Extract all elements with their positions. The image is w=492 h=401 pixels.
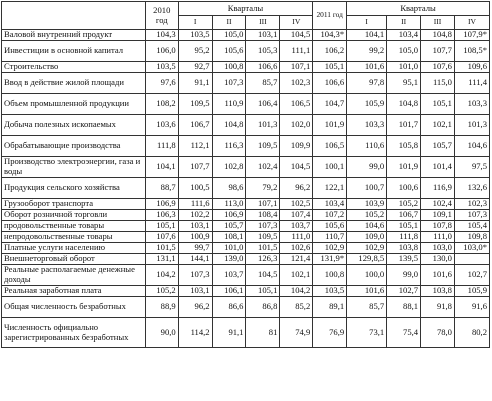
value-cell: 111,0 — [421, 232, 455, 243]
value-cell: 100,0 — [347, 265, 387, 286]
value-cell: 106,4 — [246, 94, 280, 115]
value-cell: 121,4 — [280, 254, 313, 265]
value-cell: 122,1 — [313, 178, 347, 199]
value-cell: 109,1 — [421, 210, 455, 221]
row-label: Инвестиции в основной капитал — [2, 41, 146, 62]
value-cell: 111,4 — [454, 73, 489, 94]
value-cell: 106,2 — [313, 41, 347, 62]
value-cell: 95,1 — [387, 73, 421, 94]
table-row — [2, 210, 490, 221]
value-cell: 108,2 — [145, 94, 178, 115]
value-cell: 103,1 — [246, 30, 280, 41]
row-label: Ввод в действие жилой площади — [2, 73, 146, 94]
value-cell: 131,1 — [145, 254, 178, 265]
value-cell: 101,0 — [387, 62, 421, 73]
row-label: Оборот розничной торговли — [2, 210, 146, 221]
value-cell: 102,2 — [178, 210, 212, 221]
header-q4-2010: IV — [280, 16, 313, 30]
value-cell: 103,1 — [178, 286, 212, 297]
value-cell: 111,6 — [178, 199, 212, 210]
value-cell: 103,3 — [347, 115, 387, 136]
header-year-2010: 2010 год — [145, 2, 178, 30]
value-cell: 139,0 — [212, 254, 246, 265]
row-label: Валовой внутренний продукт — [2, 30, 146, 41]
value-cell: 89,1 — [313, 297, 347, 318]
value-cell: 99,0 — [347, 157, 387, 178]
table-row — [2, 265, 490, 286]
value-cell: 100,7 — [347, 178, 387, 199]
table-row — [2, 178, 490, 199]
value-cell: 106,5 — [280, 94, 313, 115]
value-cell: 74,9 — [280, 318, 313, 348]
value-cell: 81 — [246, 318, 280, 348]
value-cell: 101,6 — [347, 286, 387, 297]
value-cell: 101,5 — [246, 243, 280, 254]
value-cell: 96,2 — [280, 178, 313, 199]
value-cell: 79,2 — [246, 178, 280, 199]
table-row — [2, 41, 490, 62]
value-cell: 104,1 — [145, 157, 178, 178]
value-cell: 105,2 — [347, 210, 387, 221]
value-cell: 105,3 — [246, 41, 280, 62]
value-cell: 100,8 — [313, 265, 347, 286]
value-cell: 102,8 — [212, 157, 246, 178]
value-cell: 97,8 — [347, 73, 387, 94]
value-cell: 131,9* — [313, 254, 347, 265]
value-cell: 104,5 — [246, 265, 280, 286]
value-cell: 103,8 — [421, 286, 455, 297]
value-cell: 105,2 — [387, 199, 421, 210]
value-cell: 103,9 — [347, 199, 387, 210]
value-cell: 101,5 — [145, 243, 178, 254]
row-label: Реальная заработная плата — [2, 286, 146, 297]
table-row — [2, 62, 490, 73]
value-cell: 104,1 — [347, 30, 387, 41]
value-cell: 109,5 — [246, 136, 280, 157]
row-label: Грузооборот транспорта — [2, 199, 146, 210]
value-cell: 107,3 — [454, 210, 489, 221]
value-cell: 99,2 — [347, 41, 387, 62]
value-cell: 104,5 — [280, 30, 313, 41]
value-cell: 103,1 — [178, 221, 212, 232]
value-cell: 99,7 — [178, 243, 212, 254]
value-cell: 109,0 — [347, 232, 387, 243]
value-cell: 111,0 — [280, 232, 313, 243]
row-label: Объем промышленной продукции — [2, 94, 146, 115]
row-label: Добыча полезных ископаемых — [2, 115, 146, 136]
table-row — [2, 232, 490, 243]
value-cell: 105,6 — [313, 221, 347, 232]
value-cell: 105,1 — [313, 62, 347, 73]
value-cell: 105,1 — [145, 221, 178, 232]
table-row — [2, 254, 490, 265]
value-cell: 106,6 — [313, 73, 347, 94]
value-cell: 107,3 — [212, 73, 246, 94]
value-cell: 106,1 — [212, 286, 246, 297]
value-cell: 104,3* — [313, 30, 347, 41]
value-cell: 111,8 — [145, 136, 178, 157]
value-cell: 111,1 — [280, 41, 313, 62]
value-cell: 107,1 — [280, 62, 313, 73]
value-cell: 108,1 — [212, 232, 246, 243]
value-cell: 78,0 — [421, 318, 455, 348]
row-label: Численность официально зарегистрированных безработных — [2, 318, 146, 348]
value-cell: 100,9 — [178, 232, 212, 243]
table-row — [2, 199, 490, 210]
value-cell: 107,6 — [421, 62, 455, 73]
value-cell: 107,7 — [421, 41, 455, 62]
header-q3-2010: III — [246, 16, 280, 30]
value-cell: 100,6 — [387, 178, 421, 199]
value-cell: 116,9 — [421, 178, 455, 199]
value-cell: 91,8 — [421, 297, 455, 318]
value-cell: 104,6 — [347, 221, 387, 232]
value-cell: 99,0 — [387, 265, 421, 286]
value-cell: 103,3 — [454, 94, 489, 115]
value-cell: 110,9 — [212, 94, 246, 115]
value-cell: 126,3 — [246, 254, 280, 265]
header-q4-2011: IV — [454, 16, 489, 30]
value-cell: 88,1 — [387, 297, 421, 318]
value-cell: 107,7 — [178, 157, 212, 178]
value-cell: 107,3 — [178, 265, 212, 286]
row-label: Обрабатывающие производства — [2, 136, 146, 157]
value-cell: 92,7 — [178, 62, 212, 73]
value-cell: 103,6 — [145, 115, 178, 136]
value-cell: 97,6 — [145, 73, 178, 94]
row-label: Строительство — [2, 62, 146, 73]
value-cell: 105,7 — [212, 221, 246, 232]
value-cell: 103,0 — [421, 243, 455, 254]
value-cell: 101,6 — [347, 62, 387, 73]
table-row — [2, 243, 490, 254]
header-q2-2011: II — [387, 16, 421, 30]
value-cell: 102,4 — [421, 199, 455, 210]
row-label: Платные услуги населению — [2, 243, 146, 254]
value-cell: 107,1 — [246, 199, 280, 210]
row-label: Общая численность безработных — [2, 297, 146, 318]
header-quarters-2010: Кварталы — [178, 2, 313, 16]
value-cell: 109,9 — [280, 136, 313, 157]
value-cell: 101,0 — [212, 243, 246, 254]
table-row — [2, 286, 490, 297]
value-cell: 108,4 — [246, 210, 280, 221]
value-cell: 102,0 — [280, 115, 313, 136]
value-cell: 106,9 — [145, 199, 178, 210]
value-cell: 112,1 — [178, 136, 212, 157]
table-row — [2, 30, 490, 41]
value-cell: 105,1 — [387, 221, 421, 232]
value-cell: 95,2 — [178, 41, 212, 62]
value-cell: 106,5 — [313, 136, 347, 157]
value-cell: 111,8 — [387, 232, 421, 243]
value-cell: 101,9 — [387, 157, 421, 178]
value-cell: 144,1 — [178, 254, 212, 265]
value-cell: 88,7 — [145, 178, 178, 199]
value-cell: 97,5 — [454, 157, 489, 178]
value-cell: 91,1 — [212, 318, 246, 348]
value-cell: 103,4 — [387, 30, 421, 41]
value-cell: 106,6 — [246, 62, 280, 73]
value-cell: 106,9 — [212, 210, 246, 221]
value-cell: 106,0 — [145, 41, 178, 62]
value-cell: 98,6 — [212, 178, 246, 199]
row-label: продовольственные товары — [2, 221, 146, 232]
row-label: Внешнеторговый оборот — [2, 254, 146, 265]
value-cell: 100,5 — [178, 178, 212, 199]
row-label: Продукция сельского хозяйства — [2, 178, 146, 199]
value-cell: 106,7 — [387, 210, 421, 221]
value-cell: 105,9 — [454, 286, 489, 297]
value-cell: 101,9 — [313, 115, 347, 136]
table-row — [2, 136, 490, 157]
value-cell: 105,8 — [387, 136, 421, 157]
value-cell: 88,9 — [145, 297, 178, 318]
value-cell: 100,1 — [313, 157, 347, 178]
value-cell: 85,7 — [347, 297, 387, 318]
header-q1-2010: I — [178, 16, 212, 30]
value-cell: 103,0* — [454, 243, 489, 254]
value-cell: 107,8 — [421, 221, 455, 232]
table-row — [2, 73, 490, 94]
value-cell: 109,5 — [246, 232, 280, 243]
table-row — [2, 157, 490, 178]
table-row — [2, 221, 490, 232]
value-cell: 132,6 — [454, 178, 489, 199]
row-label: Реальные располагаемые денежные доходы — [2, 265, 146, 286]
value-cell: 104,5 — [280, 157, 313, 178]
value-cell: 106,7 — [178, 115, 212, 136]
value-cell: 139,5 — [387, 254, 421, 265]
header-label-corner — [2, 2, 146, 30]
value-cell: 103,4 — [313, 199, 347, 210]
value-cell: 114,2 — [178, 318, 212, 348]
value-cell: 103,5 — [145, 62, 178, 73]
table-row — [2, 318, 490, 348]
value-cell: 103,5 — [313, 286, 347, 297]
value-cell: 107,6 — [145, 232, 178, 243]
value-cell: 103,7 — [212, 265, 246, 286]
value-cell: 101,3 — [246, 115, 280, 136]
value-cell: 86,8 — [246, 297, 280, 318]
value-cell: 104,8 — [421, 30, 455, 41]
value-cell — [454, 254, 489, 265]
value-cell: 104,7 — [313, 94, 347, 115]
value-cell: 108,5* — [454, 41, 489, 62]
value-cell: 100,8 — [212, 62, 246, 73]
value-cell: 104,8 — [387, 94, 421, 115]
value-cell: 102,5 — [280, 199, 313, 210]
value-cell: 91,6 — [454, 297, 489, 318]
value-cell: 109,8 — [454, 232, 489, 243]
value-cell: 105,0 — [387, 41, 421, 62]
table-row — [2, 115, 490, 136]
value-cell: 102,3 — [454, 199, 489, 210]
value-cell: 104,8 — [212, 115, 246, 136]
row-label: Производство электроэнергии, газа и воды — [2, 157, 146, 178]
value-cell: 91,1 — [178, 73, 212, 94]
table-row — [2, 297, 490, 318]
value-cell: 101,7 — [387, 115, 421, 136]
value-cell: 105,7 — [421, 136, 455, 157]
value-cell: 104,2 — [145, 265, 178, 286]
value-cell: 102,9 — [313, 243, 347, 254]
value-cell: 109,6 — [454, 62, 489, 73]
value-cell: 104,2 — [280, 286, 313, 297]
value-cell: 109,5 — [178, 94, 212, 115]
table-body — [2, 30, 490, 348]
value-cell: 102,1 — [421, 115, 455, 136]
value-cell: 105,4 — [454, 221, 489, 232]
value-cell: 101,3 — [454, 115, 489, 136]
header-q3-2011: III — [421, 16, 455, 30]
value-cell: 86,6 — [212, 297, 246, 318]
value-cell: 110,7 — [313, 232, 347, 243]
row-label: непродовольственные товары — [2, 232, 146, 243]
value-cell: 105,1 — [421, 94, 455, 115]
value-cell: 106,3 — [145, 210, 178, 221]
table-row — [2, 94, 490, 115]
value-cell: 103,8 — [387, 243, 421, 254]
value-cell: 101,6 — [421, 265, 455, 286]
value-cell: 102,1 — [280, 265, 313, 286]
header-year-2011: 2011 год — [313, 2, 347, 30]
value-cell: 129,8,5 — [347, 254, 387, 265]
value-cell: 90,0 — [145, 318, 178, 348]
value-cell: 103,7 — [280, 221, 313, 232]
value-cell: 103,5 — [178, 30, 212, 41]
value-cell: 105,0 — [212, 30, 246, 41]
value-cell: 102,7 — [454, 265, 489, 286]
value-cell: 102,9 — [347, 243, 387, 254]
value-cell: 102,7 — [387, 286, 421, 297]
value-cell: 116,3 — [212, 136, 246, 157]
value-cell: 113,0 — [212, 199, 246, 210]
value-cell: 115,0 — [421, 73, 455, 94]
value-cell: 102,6 — [280, 243, 313, 254]
value-cell: 85,7 — [246, 73, 280, 94]
value-cell: 76,9 — [313, 318, 347, 348]
value-cell: 102,4 — [246, 157, 280, 178]
header-q2-2010: II — [212, 16, 246, 30]
value-cell: 110,6 — [347, 136, 387, 157]
value-cell: 104,3 — [145, 30, 178, 41]
value-cell: 105,2 — [145, 286, 178, 297]
value-cell: 73,1 — [347, 318, 387, 348]
header-q1-2011: I — [347, 16, 387, 30]
header-row-top — [2, 2, 490, 16]
value-cell: 105,1 — [246, 286, 280, 297]
value-cell: 101,4 — [421, 157, 455, 178]
value-cell: 107,2 — [313, 210, 347, 221]
value-cell: 96,2 — [178, 297, 212, 318]
value-cell: 80,2 — [454, 318, 489, 348]
value-cell: 105,9 — [347, 94, 387, 115]
value-cell: 105,6 — [212, 41, 246, 62]
header-quarters-2011: Кварталы — [347, 2, 490, 16]
value-cell: 107,3 — [246, 221, 280, 232]
value-cell: 130,0 — [421, 254, 455, 265]
value-cell: 107,9* — [454, 30, 489, 41]
value-cell: 85,2 — [280, 297, 313, 318]
economic-indicators-table — [1, 1, 490, 348]
value-cell: 75,4 — [387, 318, 421, 348]
value-cell: 102,3 — [280, 73, 313, 94]
value-cell: 107,4 — [280, 210, 313, 221]
value-cell: 104,6 — [454, 136, 489, 157]
